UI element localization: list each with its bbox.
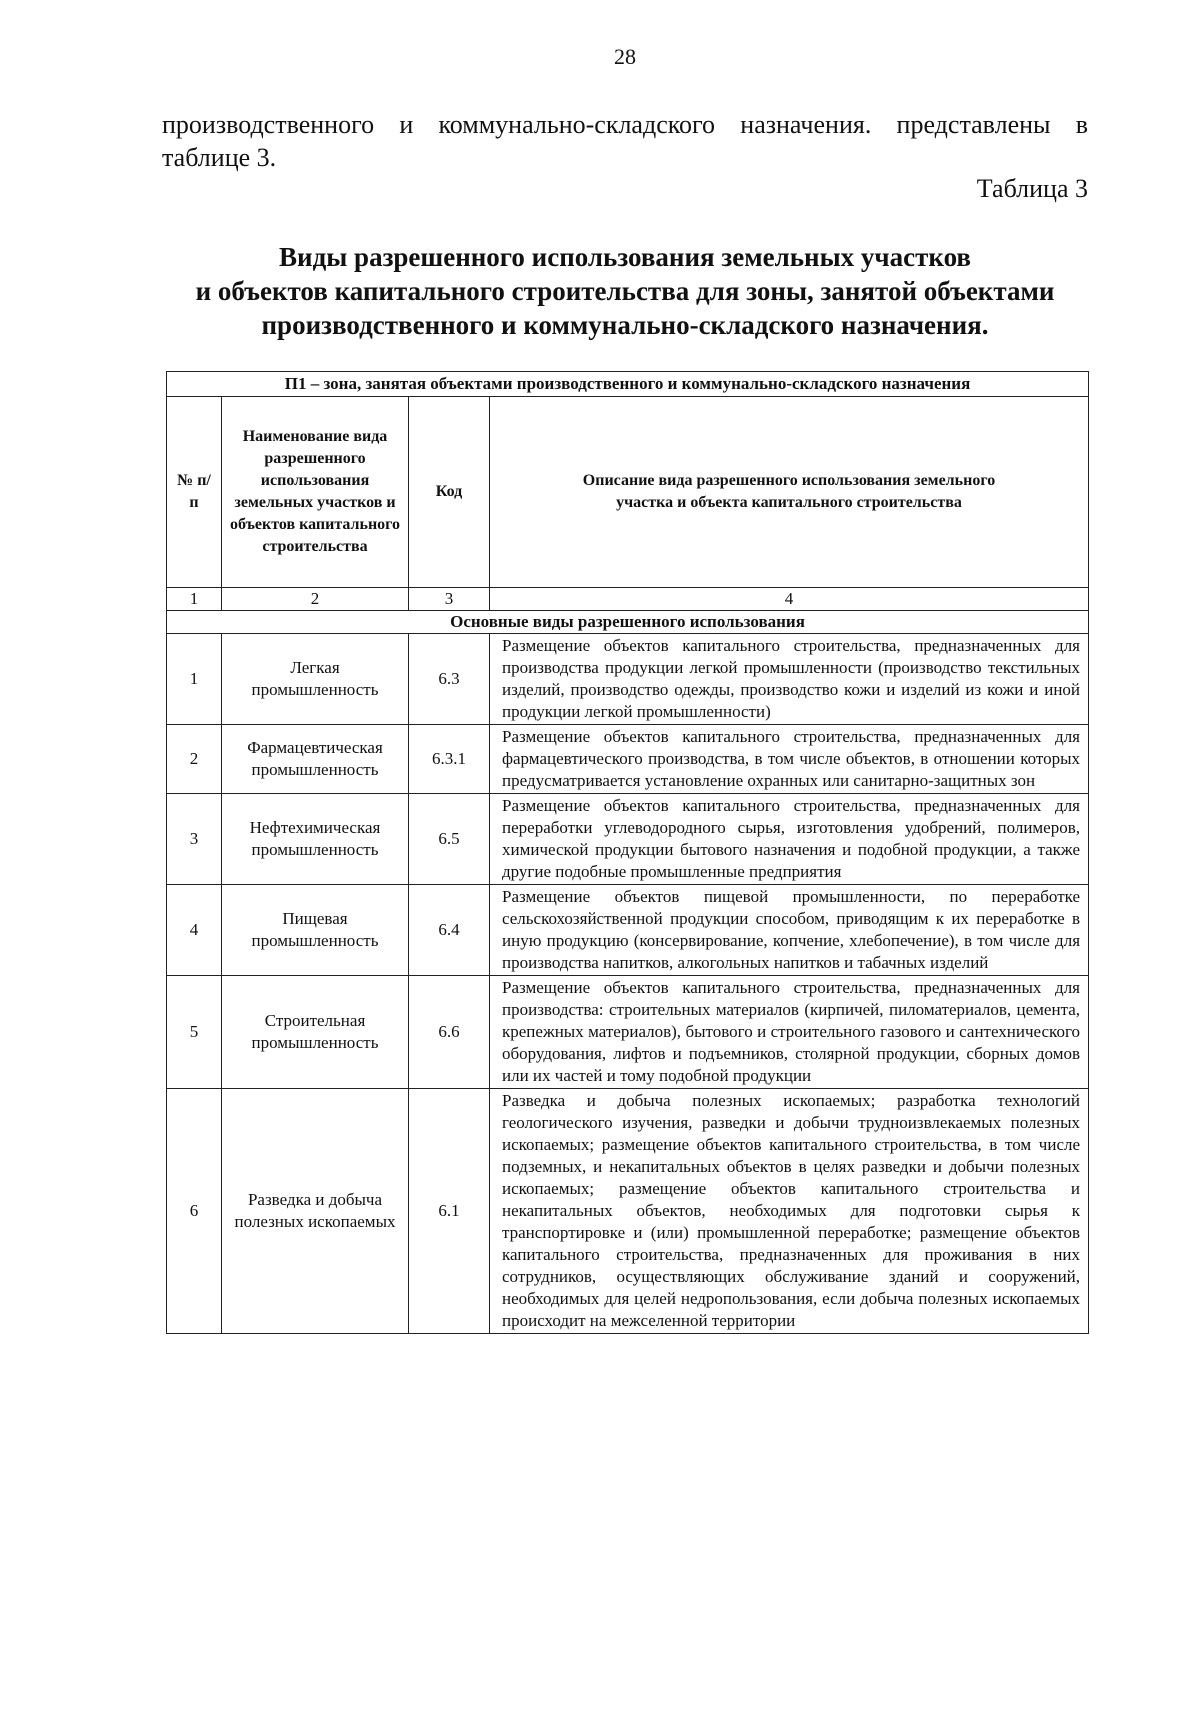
row-number: 6 — [167, 1089, 222, 1334]
row-number: 1 — [167, 634, 222, 725]
column-header-name: Наименование вида разрешенного использования земельных участков и объектов капитального строительства — [222, 397, 409, 588]
row-code: 6.3 — [409, 634, 490, 725]
row-name: Нефтехимическая промышленность — [222, 794, 409, 885]
section-header: Основные виды разрешенного использования — [167, 611, 1089, 634]
row-name: Фармацевтическая промышленность — [222, 725, 409, 794]
title-line: производственного и коммунально-складского назначения. — [261, 310, 989, 340]
table-label: Таблица 3 — [976, 174, 1088, 203]
table-row — [167, 976, 1089, 1089]
table-row — [167, 1089, 1089, 1334]
title-line: Виды разрешенного использования земельных участков — [279, 242, 971, 272]
column-number: 2 — [222, 588, 409, 611]
row-name: Легкая промышленность — [222, 634, 409, 725]
row-description: Размещение объектов капитального строительства, предназначенных для производства продукции легкой промышленности (производство текстильных изделий, производство одежды, производство кожи и изделий из кожи и иной продукции легкой промышленности) — [490, 634, 1089, 725]
row-code: 6.5 — [409, 794, 490, 885]
row-number: 2 — [167, 725, 222, 794]
row-description: Размещение объектов капитального строительства, предназначенных для производства: строительных материалов (кирпичей, пиломатериалов, цемента, крепежных материалов), бытового и строительного газового и сантехнического оборудования, лифтов и подъемников, столярной продукции, сборных домов или их частей и тому подобной продукции — [490, 976, 1089, 1089]
land-use-table — [166, 371, 1089, 1334]
row-name: Разведка и добыча полезных ископаемых — [222, 1089, 409, 1334]
table-title — [160, 240, 1090, 342]
table-row — [167, 725, 1089, 794]
table-row — [167, 634, 1089, 725]
section-row — [167, 611, 1089, 634]
column-number-row — [167, 588, 1089, 611]
intro-paragraph: производственного и коммунально-складского назначения. представлены в таблице 3. — [162, 110, 1088, 172]
table-row — [167, 885, 1089, 976]
column-number: 1 — [167, 588, 222, 611]
row-name: Строительная промышленность — [222, 976, 409, 1089]
row-description: Разведка и добыча полезных ископаемых; разработка технологий геологического изучения, разведки и добычи трудноизвлекаемых полезных ископаемых; размещение объектов капитального строительства, в том числе подземных, и некапитальных объектов в целях разведки и добычи полезных ископаемых; размещение объектов капитального строительства и некапитальных объектов, необходимых для подготовки сырья к транспортировке и (или) промышленной переработке; размещение объектов капитального строительства, предназначенных для проживания в них сотрудников, осуществляющих обслуживание зданий и сооружений, необходимых для целей недропользования, если добыча полезных ископаемых происходит на межселенной территории — [490, 1089, 1089, 1334]
column-header-row — [167, 397, 1089, 588]
table-row — [167, 794, 1089, 885]
page-number: 28 — [614, 44, 636, 69]
column-number: 3 — [409, 588, 490, 611]
row-code: 6.3.1 — [409, 725, 490, 794]
row-name: Пищевая промышленность — [222, 885, 409, 976]
row-code: 6.1 — [409, 1089, 490, 1334]
row-description: Размещение объектов капитального строительства, предназначенных для переработки углеводородного сырья, изготовления удобрений, полимеров, химической продукции бытового назначения и подобной продукции, а также другие подобные промышленные предприятия — [490, 794, 1089, 885]
row-number: 4 — [167, 885, 222, 976]
column-header-num: № п/п — [167, 397, 222, 588]
column-number: 4 — [490, 588, 1089, 611]
zone-header-row — [167, 372, 1089, 397]
row-code: 6.4 — [409, 885, 490, 976]
row-code: 6.6 — [409, 976, 490, 1089]
row-description: Размещение объектов капитального строительства, предназначенных для фармацевтического производства, в том числе объектов, в отношении которых предусматривается установление охранных или санитарно-защитных зон — [490, 725, 1089, 794]
row-number: 5 — [167, 976, 222, 1089]
row-number: 3 — [167, 794, 222, 885]
title-line: и объектов капитального строительства для зоны, занятой объектами — [195, 276, 1055, 306]
column-header-code: Код — [409, 397, 490, 588]
zone-header: П1 – зона, занятая объектами производственного и коммунально-складского назначения — [167, 372, 1089, 397]
column-header-description: Описание вида разрешенного использования земельного участка и объекта капитального строительства — [490, 397, 1089, 588]
row-description: Размещение объектов пищевой промышленности, по переработке сельскохозяйственной продукции способом, приводящим к их переработке в иную продукцию (консервирование, копчение, хлебопечение), в том числе для производства напитков, алкогольных напитков и табачных изделий — [490, 885, 1089, 976]
